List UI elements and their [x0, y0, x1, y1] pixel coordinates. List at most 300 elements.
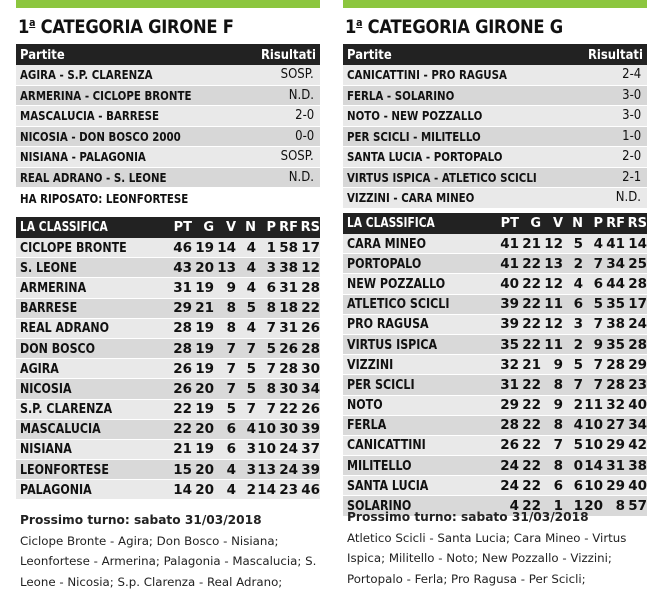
stat-n: 2: [573, 336, 583, 353]
stat-g: 22: [522, 275, 541, 292]
stat-v: 12: [544, 275, 563, 292]
match-result: N.D.: [615, 190, 641, 206]
girone-f-standings-table: [16, 217, 320, 500]
standings-row: [16, 480, 320, 500]
match-teams: FERLA - SOLARINO: [347, 87, 455, 103]
stat-p: 8: [266, 380, 276, 397]
stat-n: 7: [246, 401, 256, 418]
stat-v: 6: [553, 477, 563, 494]
stat-rs: 28: [301, 340, 320, 357]
stat-rs: 23: [628, 376, 647, 393]
stat-p: 10: [257, 441, 276, 458]
stat-v: 9: [553, 356, 563, 373]
match-teams: NOTO - NEW POZZALLO: [347, 108, 483, 124]
team-name: SOLARINO: [347, 498, 412, 515]
stat-pt: 32: [500, 356, 519, 373]
match-row: [343, 127, 647, 148]
stat-p: 7: [266, 320, 276, 337]
standings-row: [16, 339, 320, 359]
stat-n: 5: [573, 235, 583, 252]
stat-rs: 34: [628, 417, 647, 434]
match-row: [16, 65, 320, 86]
stat-pt: 22: [173, 401, 192, 418]
stat-pt: 43: [173, 259, 192, 276]
match-teams: MASCALUCIA - BARRESE: [20, 108, 160, 124]
match-result: 3-0: [621, 108, 641, 124]
team-name: S.P. CLARENZA: [20, 401, 113, 418]
stat-g: 22: [522, 498, 541, 515]
girone-f-title: 1$^a$ CATEGORIA GIRONE F: [18, 16, 234, 38]
stat-pt: 40: [500, 275, 519, 292]
stat-rs: 28: [628, 275, 647, 292]
match-teams: ARMERINA - CICLOPE BRONTE: [20, 87, 192, 103]
stat-rf: 24: [279, 461, 298, 478]
stat-pt: 35: [500, 336, 519, 353]
stat-v: 5: [226, 401, 236, 418]
stat-rs: 46: [301, 481, 320, 498]
stat-v: 7: [226, 380, 236, 397]
stat-rf: 30: [279, 380, 298, 397]
stat-p: 9: [593, 336, 603, 353]
stat-rs: 34: [301, 380, 320, 397]
standings-row: [16, 400, 320, 420]
stat-rf: 58: [279, 239, 298, 256]
stat-n: 2: [246, 481, 256, 498]
stat-n: 4: [573, 417, 583, 434]
match-row: [16, 106, 320, 127]
team-name: CANICATTINI: [347, 437, 426, 454]
stat-g: 22: [522, 437, 541, 454]
stat-p: 14: [257, 481, 276, 498]
stat-rf: 34: [606, 255, 625, 272]
girone-g-next-round: [347, 507, 647, 589]
stat-rf: 8: [615, 498, 625, 515]
team-name: PORTOPALO: [347, 255, 422, 272]
stat-p: 10: [584, 417, 603, 434]
team-name: PALAGONIA: [20, 481, 92, 498]
girone-f-next-round: [20, 510, 320, 592]
standings-row: [343, 274, 647, 294]
team-name: REAL ADRANO: [20, 320, 110, 337]
girone-g-title: 1$^a$ CATEGORIA GIRONE G: [345, 16, 563, 38]
stat-n: 2: [573, 397, 583, 414]
stat-p: 10: [584, 477, 603, 494]
stat-g: 20: [195, 421, 214, 438]
stat-v: 8: [226, 300, 236, 317]
column-header-v: V: [225, 220, 236, 235]
stat-n: 0: [573, 457, 583, 474]
match-teams: CANICATTINI - PRO RAGUSA: [347, 67, 507, 83]
stat-n: 4: [246, 239, 256, 256]
team-name: MASCALUCIA: [20, 421, 101, 438]
column-header-pt: PT: [500, 216, 519, 231]
stat-v: 6: [226, 421, 236, 438]
stat-g: 22: [522, 376, 541, 393]
stat-pt: 28: [173, 320, 192, 337]
stat-n: 3: [573, 316, 583, 333]
standings-row: [343, 295, 647, 315]
stat-n: 1: [573, 498, 583, 515]
stat-rs: 12: [301, 259, 320, 276]
standings-row: [343, 416, 647, 436]
stat-g: 20: [195, 380, 214, 397]
stat-p: 4: [593, 235, 603, 252]
stat-n: 7: [246, 340, 256, 357]
team-name: VIRTUS ISPICA: [347, 336, 438, 353]
stat-p: 5: [266, 340, 276, 357]
stat-rf: 32: [606, 397, 625, 414]
stat-n: 6: [573, 296, 583, 313]
standings-title: LA CLASSIFICA: [347, 216, 435, 231]
stat-rf: 22: [279, 401, 298, 418]
stat-rf: 30: [279, 421, 298, 438]
team-name: PRO RAGUSA: [347, 316, 429, 333]
stat-g: 20: [195, 259, 214, 276]
stat-rf: 38: [279, 259, 298, 276]
match-teams: PER SCICLI - MILITELLO: [347, 128, 481, 144]
standings-row: [343, 436, 647, 456]
stat-v: 11: [544, 336, 563, 353]
team-name: ARMERINA: [20, 279, 87, 296]
column-header-p: P: [593, 216, 603, 231]
match-teams: VIZZINI - CARA MINEO: [347, 190, 475, 206]
stat-rf: 18: [279, 300, 298, 317]
stat-rs: 29: [628, 356, 647, 373]
stat-n: 3: [246, 461, 256, 478]
stat-g: 22: [522, 417, 541, 434]
stat-rf: 29: [606, 477, 625, 494]
standings-list: [343, 234, 647, 517]
stat-g: 21: [195, 300, 214, 317]
stat-n: 6: [573, 477, 583, 494]
stat-p: 8: [266, 300, 276, 317]
team-name: CARA MINEO: [347, 235, 427, 252]
stat-rs: 26: [301, 401, 320, 418]
stat-n: 7: [573, 376, 583, 393]
team-name: LEONFORTESE: [20, 461, 109, 478]
stat-pt: 41: [500, 255, 519, 272]
girone-g-results-table: [343, 44, 647, 209]
stat-rs: 42: [628, 437, 647, 454]
match-result: N.D.: [288, 87, 314, 103]
stat-g: 21: [522, 356, 541, 373]
standings-row: [343, 476, 647, 496]
results-header: Partite Risultati: [16, 44, 320, 65]
stat-pt: 29: [173, 300, 192, 317]
stat-p: 7: [593, 376, 603, 393]
column-header-g: G: [203, 220, 214, 235]
team-name: AGIRA: [20, 360, 59, 377]
stat-rf: 31: [279, 279, 298, 296]
stat-pt: 4: [509, 498, 519, 515]
stat-v: 8: [553, 417, 563, 434]
team-name: DON BOSCO: [20, 340, 96, 357]
stat-p: 6: [266, 279, 276, 296]
stat-pt: 22: [173, 421, 192, 438]
stat-p: 7: [266, 360, 276, 377]
stat-rf: 31: [606, 457, 625, 474]
top-accent-bar-left: [16, 0, 320, 8]
stat-pt: 21: [173, 441, 192, 458]
stat-n: 4: [246, 320, 256, 337]
stat-n: 4: [246, 279, 256, 296]
standings-row: [343, 355, 647, 375]
stat-n: 2: [573, 255, 583, 272]
stat-v: 8: [553, 376, 563, 393]
stat-g: 20: [195, 461, 214, 478]
next-round-fixtures: Atletico Scicli - Santa Lucia; Cara Mineo - Virtus Ispica; Militello - Noto; New Pozzallo - Vizzini; Portopalo - Ferla; Pro Ragusa - Per Scicli;: [347, 530, 627, 586]
match-result: 0-0: [294, 128, 314, 144]
match-row: [343, 86, 647, 107]
stat-p: 14: [584, 457, 603, 474]
stat-pt: 41: [500, 235, 519, 252]
stat-v: 13: [217, 259, 236, 276]
match-row: [343, 188, 647, 209]
stat-p: 6: [593, 275, 603, 292]
standings-row: [343, 234, 647, 254]
standings-row: [16, 440, 320, 460]
stat-p: 7: [593, 255, 603, 272]
stat-p: 3: [266, 259, 276, 276]
column-header-rf: RF: [279, 220, 298, 235]
stat-rs: 26: [301, 320, 320, 337]
stat-g: 22: [522, 477, 541, 494]
stat-pt: 15: [173, 461, 192, 478]
stat-rf: 24: [279, 441, 298, 458]
stat-v: 8: [226, 320, 236, 337]
match-result: 2-0: [621, 149, 641, 165]
stat-v: 4: [226, 481, 236, 498]
standings-header: [16, 217, 320, 238]
stat-p: 20: [584, 498, 603, 515]
stat-p: 11: [584, 397, 603, 414]
girone-f-results-table: [16, 44, 320, 208]
stat-rs: 17: [301, 239, 320, 256]
standings-row: [343, 396, 647, 416]
standings-row: [16, 319, 320, 339]
match-teams: AGIRA - S.P. CLARENZA: [20, 67, 153, 83]
stat-n: 5: [246, 300, 256, 317]
stat-rf: 28: [606, 356, 625, 373]
stat-pt: 46: [173, 239, 192, 256]
stat-pt: 14: [173, 481, 192, 498]
stat-p: 10: [584, 437, 603, 454]
stat-g: 19: [195, 441, 214, 458]
stat-g: 19: [195, 320, 214, 337]
stat-pt: 26: [173, 380, 192, 397]
stat-p: 7: [593, 316, 603, 333]
match-result: SOSP.: [280, 67, 314, 83]
stat-n: 5: [246, 380, 256, 397]
stat-rs: 17: [628, 296, 647, 313]
stat-rf: 35: [606, 336, 625, 353]
match-list: [16, 65, 320, 188]
stat-g: 22: [522, 336, 541, 353]
stat-rf: 38: [606, 316, 625, 333]
stat-n: 4: [246, 259, 256, 276]
next-round-label: Prossimo turno: sabato 31/03/2018: [347, 510, 589, 524]
team-name: NEW POZZALLO: [347, 275, 446, 292]
stat-p: 1: [266, 239, 276, 256]
stat-g: 19: [195, 279, 214, 296]
match-result: 2-0: [294, 108, 314, 124]
standings-row: [343, 456, 647, 476]
stat-g: 22: [522, 457, 541, 474]
stat-v: 9: [226, 279, 236, 296]
stat-rf: 35: [606, 296, 625, 313]
stat-p: 10: [257, 421, 276, 438]
stat-pt: 24: [500, 457, 519, 474]
column-header-v: V: [552, 216, 563, 231]
stat-g: 20: [195, 481, 214, 498]
team-name: FERLA: [347, 417, 387, 434]
next-round-fixtures: Ciclope Bronte - Agira; Don Bosco - Nisiana; Leonfortese - Armerina; Palagonia - Mascalucia; S. Leone - Nicosia; S.p. Clarenza - Real Adrano;: [20, 533, 317, 589]
column-header-rs: RS: [627, 216, 647, 231]
match-result: 2-4: [621, 67, 641, 83]
match-row: [16, 147, 320, 168]
stat-v: 14: [217, 239, 236, 256]
stat-rf: 26: [279, 340, 298, 357]
stat-pt: 26: [173, 360, 192, 377]
stat-rs: 24: [628, 316, 647, 333]
stat-rs: 14: [628, 235, 647, 252]
match-row: [343, 147, 647, 168]
match-row: [343, 168, 647, 189]
stat-v: 13: [544, 255, 563, 272]
standings-row: [16, 238, 320, 258]
standings-row: [16, 278, 320, 298]
match-teams: NISIANA - PALAGONIA: [20, 149, 146, 165]
stat-v: 9: [553, 397, 563, 414]
stat-v: 6: [226, 441, 236, 458]
column-header-n: N: [572, 216, 583, 231]
stat-rs: 40: [628, 397, 647, 414]
column-header-g: G: [530, 216, 541, 231]
match-row: [16, 168, 320, 189]
stat-rs: 39: [301, 461, 320, 478]
stat-n: 5: [246, 360, 256, 377]
team-name: PER SCICLI: [347, 376, 415, 393]
standings-title: LA CLASSIFICA: [20, 220, 108, 235]
standings-row: [16, 379, 320, 399]
standings-list: [16, 238, 320, 500]
column-header-pt: PT: [173, 220, 192, 235]
match-result: N.D.: [288, 169, 314, 185]
stat-rs: 22: [301, 300, 320, 317]
standings-row: [16, 460, 320, 480]
stat-pt: 31: [500, 376, 519, 393]
match-result: 1-0: [621, 128, 641, 144]
stat-g: 22: [522, 316, 541, 333]
stat-rf: 41: [606, 235, 625, 252]
stat-g: 22: [522, 255, 541, 272]
stat-g: 19: [195, 340, 214, 357]
match-list: [343, 65, 647, 209]
stat-rf: 28: [279, 360, 298, 377]
stat-p: 13: [257, 461, 276, 478]
stat-pt: 26: [500, 437, 519, 454]
stat-rs: 39: [301, 421, 320, 438]
stat-v: 7: [226, 340, 236, 357]
team-name: CICLOPE BRONTE: [20, 239, 127, 256]
stat-rs: 28: [301, 279, 320, 296]
stat-rf: 44: [606, 275, 625, 292]
rest-note: HA RIPOSATO: LEONFORTESE: [16, 188, 320, 208]
stat-rf: 23: [279, 481, 298, 498]
stat-rf: 29: [606, 437, 625, 454]
stat-n: 5: [573, 437, 583, 454]
match-row: [16, 86, 320, 107]
team-name: NOTO: [347, 397, 383, 414]
team-name: SANTA LUCIA: [347, 477, 429, 494]
match-result: 2-1: [621, 169, 641, 185]
stat-p: 5: [593, 296, 603, 313]
stat-g: 19: [195, 360, 214, 377]
stat-g: 19: [195, 401, 214, 418]
match-row: [343, 65, 647, 86]
match-result: SOSP.: [280, 149, 314, 165]
stat-pt: 31: [173, 279, 192, 296]
standings-row: [16, 258, 320, 278]
stat-rs: 30: [301, 360, 320, 377]
stat-v: 1: [553, 498, 563, 515]
stat-n: 5: [573, 356, 583, 373]
stat-v: 4: [226, 461, 236, 478]
stat-pt: 39: [500, 316, 519, 333]
standings-row: [16, 359, 320, 379]
match-teams: SANTA LUCIA - PORTOPALO: [347, 149, 503, 165]
column-header-n: N: [245, 220, 256, 235]
stat-p: 7: [266, 401, 276, 418]
girone-g-standings-table: [343, 213, 647, 517]
stat-pt: 24: [500, 477, 519, 494]
team-name: VIZZINI: [347, 356, 394, 373]
top-accent-bar-right: [343, 0, 647, 8]
standings-row: [343, 335, 647, 355]
standings-header: [343, 213, 647, 234]
standings-row: [16, 420, 320, 440]
stat-rs: 37: [301, 441, 320, 458]
stat-v: 12: [544, 235, 563, 252]
stat-rf: 31: [279, 320, 298, 337]
match-teams: NICOSIA - DON BOSCO 2000: [20, 128, 181, 144]
results-header: Partite Risultati: [343, 44, 647, 65]
stat-v: 7: [226, 360, 236, 377]
match-row: [16, 127, 320, 148]
stat-pt: 39: [500, 296, 519, 313]
standings-row: [16, 299, 320, 319]
stat-n: 3: [246, 441, 256, 458]
stat-n: 4: [573, 275, 583, 292]
team-name: MILITELLO: [347, 457, 412, 474]
stat-g: 21: [522, 235, 541, 252]
next-round-label: Prossimo turno: sabato 31/03/2018: [20, 513, 262, 527]
stat-v: 7: [553, 437, 563, 454]
stat-pt: 29: [500, 397, 519, 414]
stat-rs: 28: [628, 336, 647, 353]
stat-v: 12: [544, 316, 563, 333]
team-name: NISIANA: [20, 441, 72, 458]
standings-row: [343, 375, 647, 395]
stat-v: 8: [553, 457, 563, 474]
match-result: 3-0: [621, 87, 641, 103]
stat-n: 4: [246, 421, 256, 438]
stat-p: 7: [593, 356, 603, 373]
stat-g: 22: [522, 296, 541, 313]
stat-g: 22: [522, 397, 541, 414]
team-name: BARRESE: [20, 300, 78, 317]
column-header-p: P: [266, 220, 276, 235]
